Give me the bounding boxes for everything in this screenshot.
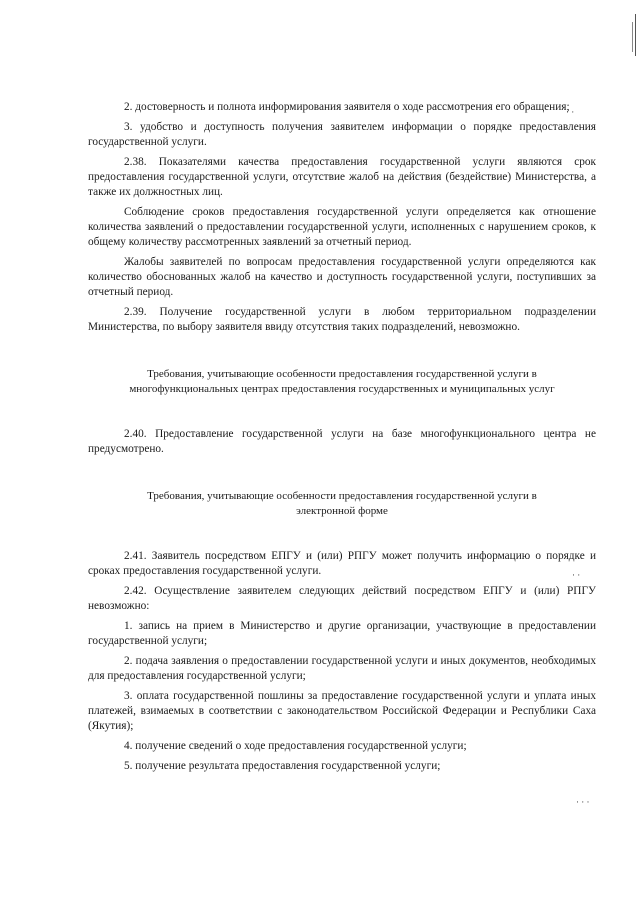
list-item: 5. получение результата предоставления государственной услуги; bbox=[124, 760, 441, 772]
section-heading-mfc bbox=[88, 367, 596, 397]
list-item: 3. оплата государственной пошлины за предоставление государственной услуги и уплата иных платежей, взимаемых в соответствии с законодательством Российской Федерации и Республики Саха (Якутия); bbox=[88, 690, 596, 732]
paragraph: 2.42. Осуществление заявителем следующих действий посредством ЕПГУ и (или) РПГУ невозможно: bbox=[88, 585, 596, 612]
paragraph: 2. достоверность и полнота информирования заявителя о ходе рассмотрения его обращения; bbox=[124, 101, 570, 113]
paragraph: 3. удобство и доступность получения заявителем информации о порядке предоставления государственной услуги. bbox=[88, 121, 596, 148]
scan-speck: · · bbox=[572, 570, 581, 580]
scan-edge-line bbox=[632, 22, 633, 52]
paragraph: 2.41. Заявитель посредством ЕПГУ и (или) РПГУ может получить информацию о порядке и сроках предоставления государственной услуги. bbox=[88, 550, 596, 577]
heading-line: Требования, учитывающие особенности предоставления государственной услуги в bbox=[147, 368, 537, 380]
heading-line: многофункциональных центрах предоставления государственных и муниципальных услуг bbox=[129, 383, 555, 395]
paragraph: 2.39. Получение государственной услуги в любом территориальном подразделении Министерства, по выбору заявителя ввиду отсутствия таких подразделений, невозможно. bbox=[88, 306, 596, 333]
document-body bbox=[88, 100, 596, 774]
heading-line: Требования, учитывающие особенности предоставления государственной услуги в bbox=[147, 490, 537, 502]
paragraph: Жалобы заявителей по вопросам предоставления государственной услуги определяются как количество обоснованных жалоб на качество и доступность государственной услуги, поступивших за отчетный период. bbox=[88, 256, 596, 298]
list-item: 4. получение сведений о ходе предоставления государственной услуги; bbox=[124, 740, 467, 752]
heading-line: электронной форме bbox=[296, 505, 388, 517]
scan-speck: · · · bbox=[576, 797, 590, 807]
list-item: 2. подача заявления о предоставлении государственной услуги и иных документов, необходимых для предоставления государственной услуги; bbox=[88, 655, 596, 682]
paragraph: Соблюдение сроков предоставления государственной услуги определяется как отношение количества заявлений о предоставлении государственной услуги, исполненных с нарушением сроков, к общему количеству рассмотренных заявлений за отчетный период. bbox=[88, 206, 596, 248]
paragraph: 2.38. Показателями качества предоставления государственной услуги являются срок предоставления государственной услуги, отсутствие жалоб на действия (бездействие) Министерства, а также их должностных лиц. bbox=[88, 156, 596, 198]
paragraph: 2.40. Предоставление государственной услуги на базе многофункционального центра не предусмотрено. bbox=[88, 428, 596, 455]
section-heading-electronic bbox=[88, 489, 596, 519]
scan-edge-line bbox=[635, 14, 636, 56]
list-item: 1. запись на прием в Министерство и другие организации, участвующие в предоставлении государственной услуги; bbox=[88, 620, 596, 647]
scan-speck: · · bbox=[566, 107, 575, 117]
